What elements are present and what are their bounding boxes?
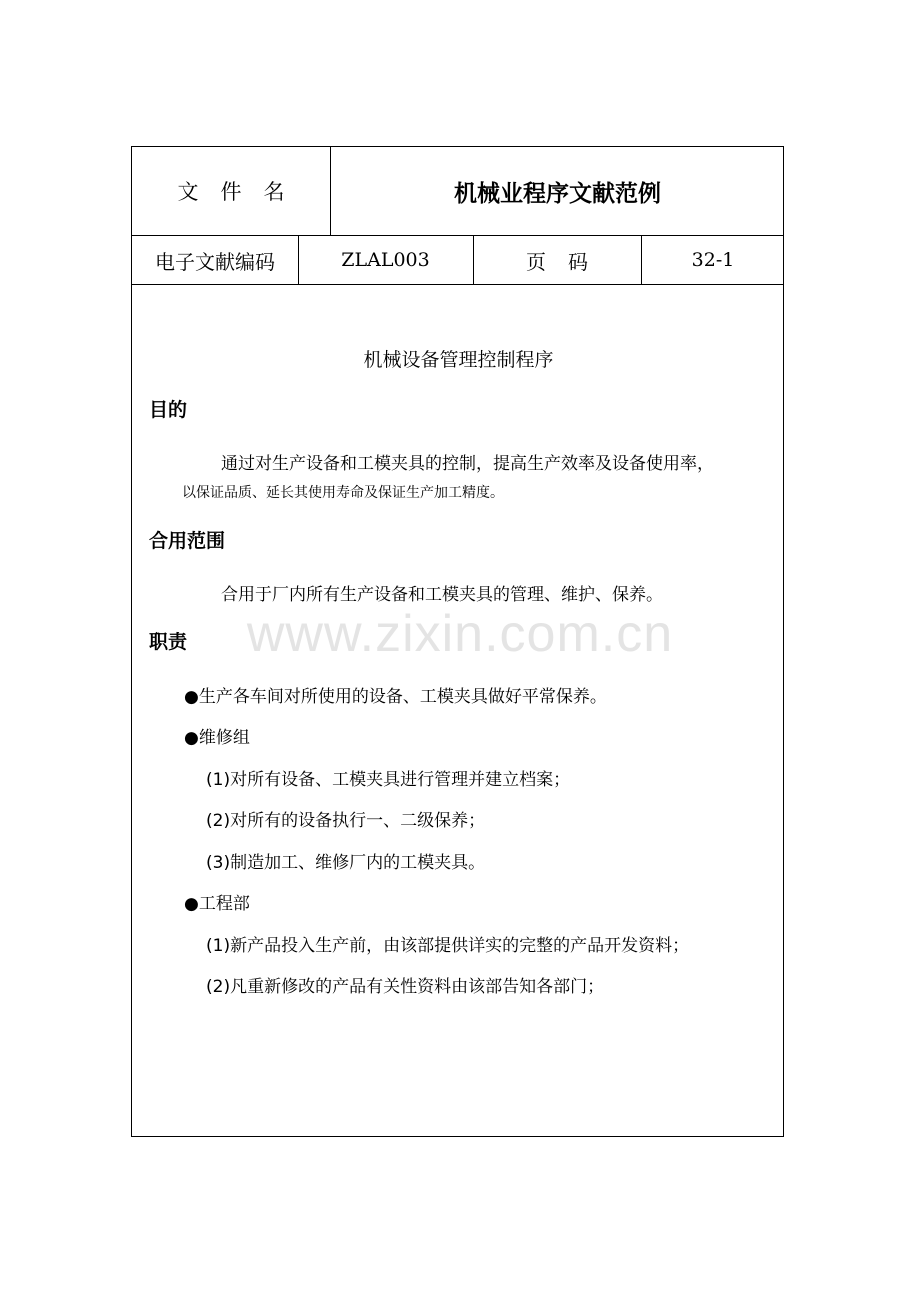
duties-item-engineering-1: (1)新产品投入生产前，由该部提供详实的完整的产品开发资料； [206, 936, 690, 956]
scope-paragraph: 合用于厂内所有生产设备和工模夹具的管理、维护、保养。 [221, 585, 663, 605]
duties-item-workshop: ●生产各车间对所使用的设备、工模夹具做好平常保养。 [184, 687, 607, 707]
document-frame [131, 146, 784, 1137]
section-heading-duties: 职责 [149, 631, 188, 653]
section-heading-purpose: 目的 [149, 399, 188, 421]
duties-item-engineering-2: (2)凡重新修改的产品有关性资料由该部告知各部门； [206, 977, 605, 997]
duties-item-maintenance-group: ●维修组 [184, 728, 250, 748]
header-bottom-divider [132, 284, 783, 285]
section-heading-scope: 合用范围 [149, 530, 226, 552]
duties-item-maintenance-1: (1)对所有设备、工模夹具进行管理并建立档案； [206, 770, 571, 790]
page-number-value: 32-1 [691, 249, 735, 271]
document-title: 机械设备管理控制程序 [363, 349, 554, 371]
filename-label: 文件名 [177, 180, 307, 204]
purpose-paragraph-line-2: 以保证品质、延长其使用寿命及保证生产加工精度。 [182, 485, 504, 501]
filename-value: 机械业程序文献范例 [454, 180, 661, 207]
document-code-value: ZLAL003 [341, 249, 430, 271]
duties-item-maintenance-2: (2)对所有的设备执行一、二级保养； [206, 811, 486, 831]
purpose-paragraph-line-1: 通过对生产设备和工模夹具的控制，提高生产效率及设备使用率， [221, 454, 714, 474]
duties-item-engineering: ●工程部 [184, 894, 250, 914]
document-code-label: 电子文献编码 [155, 249, 275, 274]
page-number-label: 页码 [526, 249, 610, 274]
duties-item-maintenance-3: (3)制造加工、维修厂内的工模夹具。 [206, 853, 486, 873]
watermark: www.zixin.com.cn [246, 605, 674, 663]
